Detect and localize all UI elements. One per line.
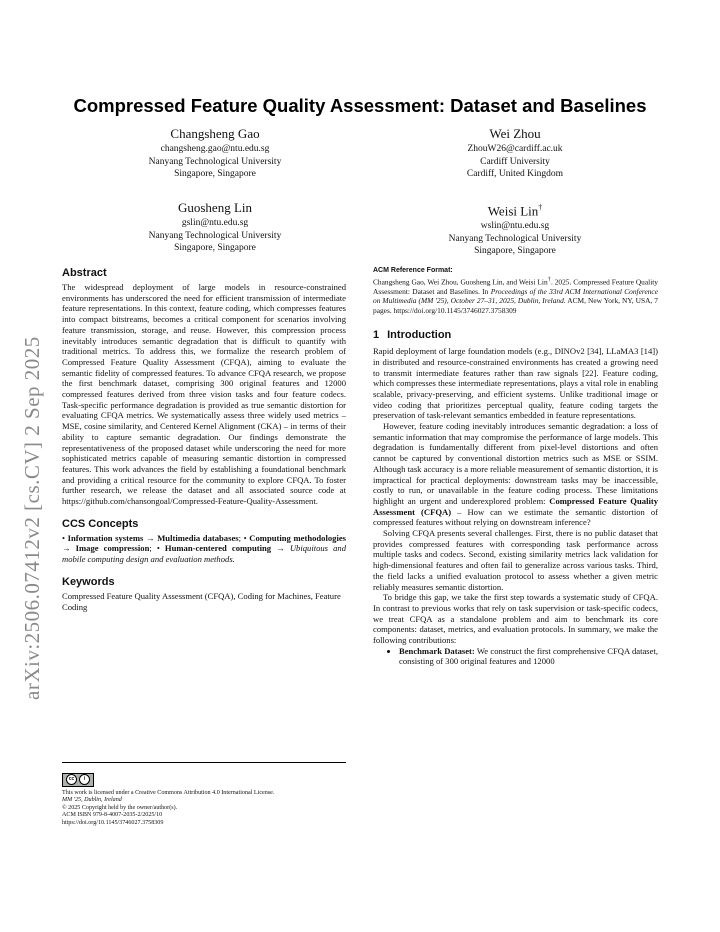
- author-location: Cardiff, United Kingdom: [466, 169, 564, 179]
- intro-paragraph-4: To bridge this gap, we take the first step towards a systematic study of CFQA. In contrast to previous works that rely on task supervision or task-specific codecs, we treat CFQA as a standalone problem and aim to benchmark its core components: dataset, metrics, and evaluation protocols. In summary, we make the following contributions:: [373, 592, 658, 646]
- author-name: Changsheng Gao: [170, 126, 260, 141]
- list-item: • Benchmark Dataset: We construct the first comprehensive CFQA dataset, consisting of 300 original features and 12000: [399, 646, 658, 667]
- keywords-text: Compressed Feature Quality Assessment (CFQA), Coding for Machines, Feature Coding: [62, 590, 341, 612]
- license-text: This work is licensed under a Creative Commons Attribution 4.0 International License.: [62, 789, 275, 796]
- author-email: changsheng.gao@ntu.edu.sg: [160, 144, 270, 154]
- author-name: Wei Zhou: [489, 126, 541, 141]
- abstract-text: The widespread deployment of large models in resource-constrained environments has underscored the need for efficient transmission of intermediate feature representations. In this context, feature coding, which compresses features into compact bitstreams, becomes a critical component for scenarios involving feature transmission, storage, and reuse. However, this compression process inevitably introduces semantic degradation that is difficult to quantify with traditional metrics. To address this, we formalize the research problem of Compressed Feature Quality Assessment (CFQA), aiming to evaluate the semantic fidelity of compressed features. To advance CFQA research, we propose the first benchmark dataset, comprising 300 original features and 12000 compressed features derived from three vision tasks and four feature codecs. Task-specific performance degradation is provided as true semantic distortion for evaluating CFQA metrics. We systematically assess three widely used metrics – MSE, cosine similarity, and Centered Kernel Alignment (CKA) – in terms of their ability to capture semantic degradation. Our findings demonstrate the representativeness of the proposed dataset while underscoring the need for more sophisticated metrics capable of measuring semantic distortion in compressed features. This work advances the field by establishing a foundational benchmark and providing a critical resource for the community to explore CFQA. To foster further research, we release the dataset and all associated source code at https://github.com/chansongoal/Compressed-Feature-Quality-Assessment.: [62, 282, 346, 507]
- left-column: [62, 267, 346, 612]
- author-email: gslin@ntu.edu.sg: [181, 218, 249, 228]
- acm-reference-heading: ACM Reference Format:: [373, 267, 453, 274]
- acm-reference-text: Changsheng Gao, Wei Zhou, Guosheng Lin, and Weisi Lin†. 2025. Compressed Feature Quality Assessment: Dataset and Baselines. In Proceedings of the 33rd ACM International Conference on Multimedia (MM '25), October 27–31, 2025, Dublin, Ireland. ACM, New York, NY, USA, 7 pages. https://doi.org/10.1145/3746027.3758309: [373, 277, 658, 315]
- right-column: [373, 267, 658, 667]
- intro-paragraph-3: Solving CFQA presents several challenges. First, there is no public dataset that provides compressed features with corresponding task performance across multiple tasks and codecs. Second, existing similarity metrics lack validation for high-dimensional features and often fail to generalize across various tasks. Third, the field lacks a unified evaluation protocol to assess whether a given metric reliably measures semantic distortion.: [373, 528, 658, 592]
- intro-paragraph-1: Rapid deployment of large foundation models (e.g., DINOv2 [34], LLaMA3 [14]) in distributed and resource-constrained environments has created a growing need to transmit intermediate features rather than raw signals [22]. Feature coding, which compresses these intermediate representations, plays a vital role in enabling scalable, privacy-preserving, and efficient systems. Unlike traditional image or video coding that prioritizes perceptual quality, feature coding targets the preservation of task-relevant semantics embedded in feature representations.: [373, 346, 658, 421]
- author-block-4: [380, 199, 650, 258]
- conference-text: MM '25, Dublin, Ireland: [62, 797, 122, 804]
- author-location: Singapore, Singapore: [474, 246, 556, 257]
- author-affiliation: Nanyang Technological University: [448, 233, 582, 244]
- author-email: ZhouW26@cardiff.ac.uk: [467, 144, 563, 154]
- author-affiliation: Nanyang Technological University: [148, 156, 282, 167]
- intro-paragraph-2: However, feature coding inevitably introduces semantic degradation: a loss of semantic information that may compromise the performance of large models. This degradation is fundamentally different from pixel-level distortions and often cannot be captured by conventional distortion metrics such as MSE or SSIM. Although task accuracy is a more reliable measurement of semantic distortion, it is impractical for practical deployments: downstream tasks may be inaccessible, costly to run, or unavailable in the feature coding process. These limitations highlight an urgent and underexplored problem: Compressed Feature Quality Assessment (CFQA) – How can we estimate the semantic distortion of compressed features without relying on downstream inference?: [373, 421, 659, 528]
- introduction-heading: 1 Introduction: [373, 329, 452, 342]
- cc-by-license-icon: cc i: [62, 773, 94, 787]
- author-block-2: [380, 125, 650, 181]
- footer-divider: [62, 762, 346, 763]
- copyright-text: © 2025 Copyright held by the owner/author(s).: [62, 804, 178, 811]
- doi-link[interactable]: https://doi.org/10.1145/3746027.3758309: [62, 819, 164, 826]
- author-block-1: [80, 125, 350, 181]
- arxiv-identifier: arXiv:2506.07412v2 [cs.CV] 2 Sep 2025: [20, 336, 44, 700]
- license-footer: [62, 762, 346, 827]
- abstract-heading: Abstract: [62, 267, 107, 279]
- author-affiliation: Nanyang Technological University: [148, 230, 282, 241]
- author-name: Guosheng Lin: [177, 200, 253, 215]
- keywords-heading: Keywords: [62, 575, 115, 588]
- ccs-heading: CCS Concepts: [62, 517, 139, 530]
- author-name: Weisi Lin†: [487, 203, 543, 219]
- isbn-text: ACM ISBN 979-8-4007-2035-2/2025/10: [62, 812, 163, 819]
- contributions-list: [373, 646, 658, 667]
- author-email: wslin@ntu.edu.sg: [480, 221, 550, 232]
- ccs-concepts: • Information systems → Multimedia databases; • Computing methodologies → Image compression; • Human-centered computing → Ubiquitous and mobile computing design and evaluation methods.: [62, 532, 346, 565]
- corresponding-author-mark: †: [538, 203, 543, 212]
- author-location: Singapore, Singapore: [174, 169, 256, 179]
- paper-title: Compressed Feature Quality Assessment: Dataset and Baselines: [73, 95, 647, 116]
- author-block-3: [80, 199, 350, 255]
- author-location: Singapore, Singapore: [174, 243, 256, 253]
- author-affiliation: Cardiff University: [480, 156, 550, 167]
